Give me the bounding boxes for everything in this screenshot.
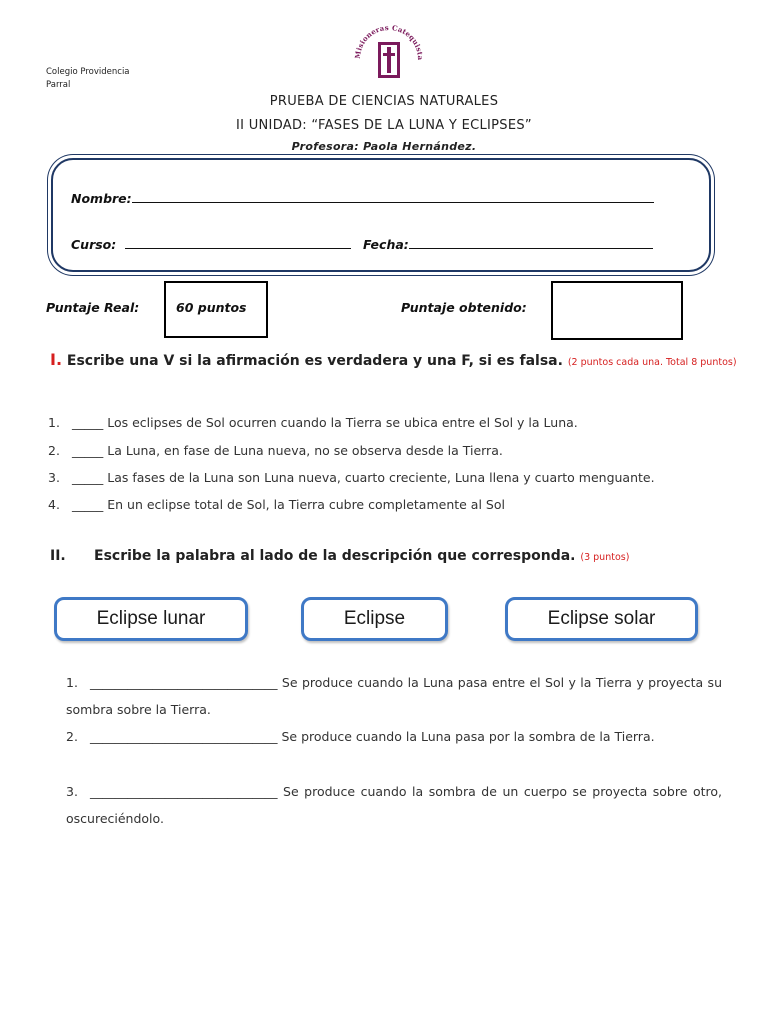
teacher-name: Profesora: Paola Hernández. xyxy=(291,140,477,153)
exam-unit: II UNIDAD: “FASES DE LA LUNA Y ECLIPSES” xyxy=(236,118,532,133)
school-name xyxy=(46,66,130,92)
tf-answer-blank[interactable]: _____ xyxy=(72,443,104,458)
tf-item xyxy=(48,415,578,430)
match-item-number: 3. xyxy=(66,784,78,799)
section-1-heading xyxy=(50,350,737,369)
section-1-instruction: Escribe una V si la afirmación es verdadera y una F, si es falsa. xyxy=(66,353,563,369)
match-item xyxy=(66,723,722,750)
course-input-line[interactable] xyxy=(125,234,351,249)
section-1-points: (2 puntos cada una. Total 8 puntos) xyxy=(567,357,737,368)
tf-item-number: 1. xyxy=(48,415,60,430)
match-item-number: 2. xyxy=(66,729,78,744)
score-obtained-box[interactable] xyxy=(551,281,683,340)
name-label: Nombre: xyxy=(71,191,132,206)
tf-item-text: En un eclipse total de Sol, la Tierra cubre completamente al Sol xyxy=(107,497,505,512)
tf-item xyxy=(48,443,503,458)
match-item-text: Se produce cuando la Luna pasa entre el Sol y la Tierra y proyecta su sombra sobre la Tierra. xyxy=(66,675,722,717)
svg-text:Misioneras Catequistas de la S: Misioneras Catequista xyxy=(352,22,426,61)
name-row xyxy=(71,188,654,206)
date-input-line[interactable] xyxy=(409,234,653,249)
match-item xyxy=(66,669,722,723)
section-2-points: (3 puntos) xyxy=(580,552,630,563)
match-item-text: Se produce cuando la sombra de un cuerpo se proyecta sobre otro, oscureciéndolo. xyxy=(66,784,722,826)
tf-item-number: 2. xyxy=(48,443,60,458)
student-info-box xyxy=(51,158,711,272)
match-item xyxy=(66,778,722,832)
score-real-label: Puntaje Real: xyxy=(46,300,140,315)
match-answer-blank[interactable]: ______________________________ xyxy=(90,784,278,799)
course-label: Curso: xyxy=(71,237,117,252)
tf-item xyxy=(48,470,655,485)
word-option-eclipse-solar: Eclipse solar xyxy=(505,597,698,641)
match-answer-blank[interactable]: ______________________________ xyxy=(90,675,278,690)
tf-item-number: 3. xyxy=(48,470,60,485)
course-date-row xyxy=(71,234,653,252)
match-item-number: 1. xyxy=(66,675,78,690)
word-option-eclipse: Eclipse xyxy=(301,597,448,641)
section-2-instruction: Escribe la palabra al lado de la descripción que corresponda. xyxy=(94,548,576,564)
section-2-heading xyxy=(50,548,629,564)
match-item-text: Se produce cuando la Luna pasa por la sombra de la Tierra. xyxy=(281,729,655,744)
school-seal-logo xyxy=(350,20,428,98)
date-label: Fecha: xyxy=(362,237,409,252)
word-option-eclipse-lunar: Eclipse lunar xyxy=(54,597,248,641)
tf-item-text: Los eclipses de Sol ocurren cuando la Tierra se ubica entre el Sol y la Luna. xyxy=(107,415,578,430)
tf-item-text: Las fases de la Luna son Luna nueva, cuarto creciente, Luna llena y cuarto menguante. xyxy=(107,470,655,485)
score-obtained-label: Puntaje obtenido: xyxy=(401,300,527,315)
school-line-2: Parral xyxy=(46,80,71,90)
tf-answer-blank[interactable]: _____ xyxy=(72,470,104,485)
name-input-line[interactable] xyxy=(132,188,654,203)
tf-item-text: La Luna, en fase de Luna nueva, no se observa desde la Tierra. xyxy=(107,443,503,458)
tf-item-number: 4. xyxy=(48,497,60,512)
exam-title: PRUEBA DE CIENCIAS NATURALES xyxy=(269,94,499,109)
tf-answer-blank[interactable]: _____ xyxy=(72,415,104,430)
tf-answer-blank[interactable]: _____ xyxy=(72,497,104,512)
section-2-roman: II. xyxy=(50,548,66,564)
school-line-1: Colegio Providencia xyxy=(46,67,130,77)
score-real-value: 60 puntos xyxy=(176,300,247,315)
tf-item xyxy=(48,497,505,512)
match-answer-blank[interactable]: ______________________________ xyxy=(90,729,278,744)
section-1-roman: I. xyxy=(50,350,63,369)
